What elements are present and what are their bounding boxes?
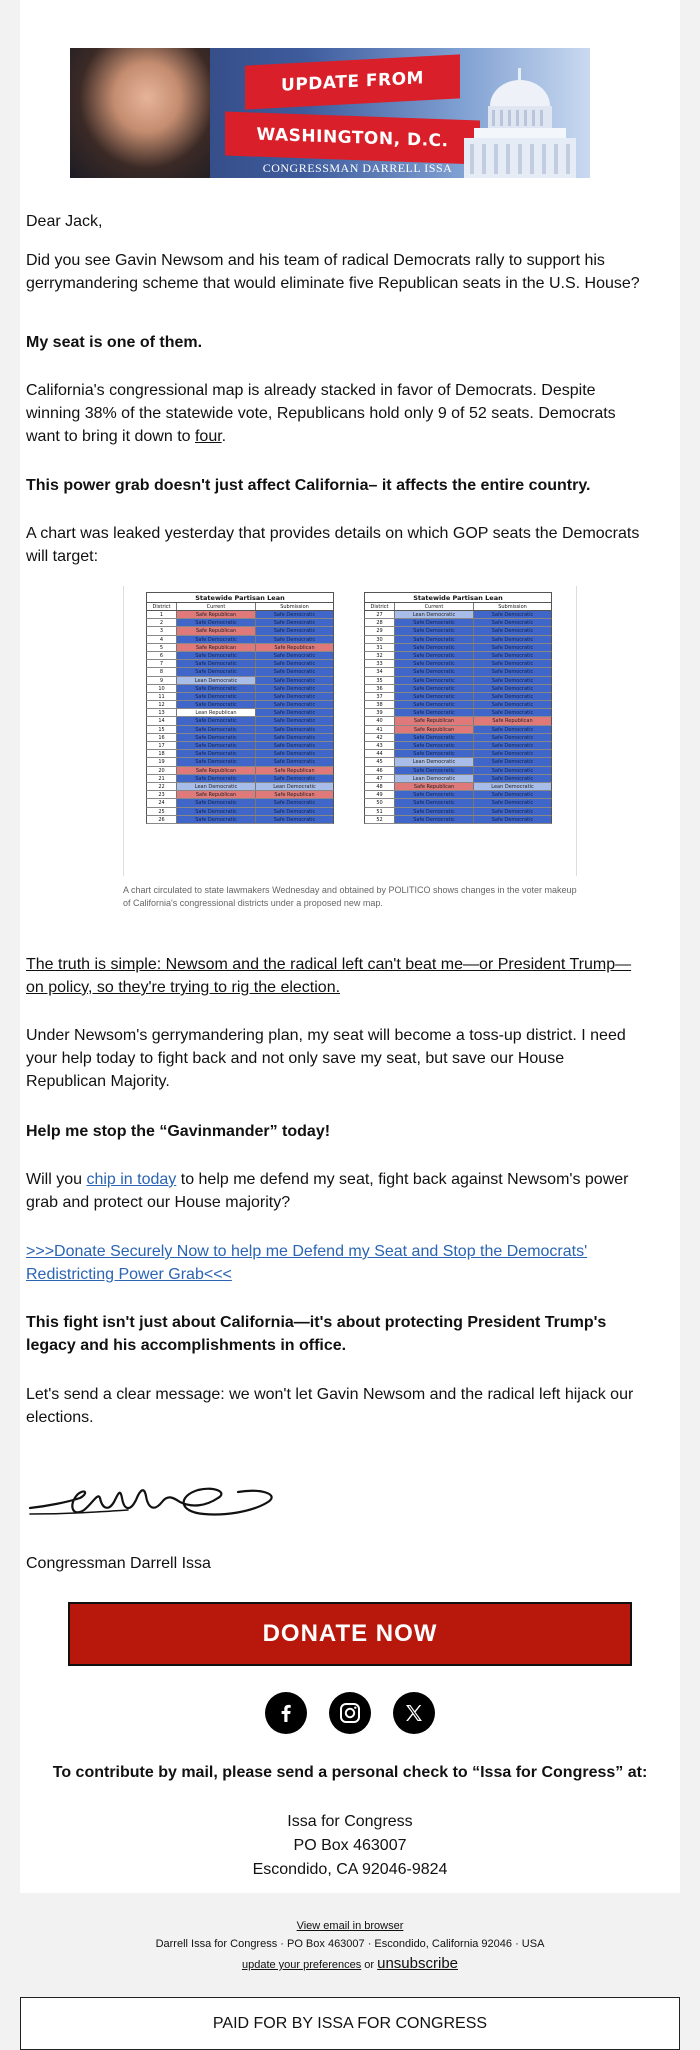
district-number: 3 [147,627,177,634]
district-number: 38 [365,701,395,708]
table-row [146,750,334,758]
current-lean-cell: Safe Democratic [395,677,474,684]
district-number: 48 [365,783,395,790]
district-number: 42 [365,734,395,741]
submission-lean-cell: Safe Democratic [256,758,333,765]
district-number: 5 [147,644,177,651]
table-row [146,808,334,816]
submission-lean-cell: Safe Democratic [256,611,333,618]
district-number: 8 [147,668,177,675]
submission-lean-cell: Safe Democratic [256,693,333,700]
submission-lean-cell: Safe Democratic [474,660,551,667]
district-number: 2 [147,619,177,626]
signature-image [28,1468,278,1534]
current-lean-cell: Lean Democratic [395,775,474,782]
current-lean-cell: Safe Democratic [177,652,256,659]
submission-lean-cell: Safe Democratic [474,742,551,749]
current-lean-cell: Safe Democratic [395,644,474,651]
table-row [146,693,334,701]
district-number: 39 [365,709,395,716]
footer-org-line: Darrell Issa for Congress · PO Box 463007 · Escondido, California 92046 · USA [155,1938,545,1950]
paragraph-7: Under Newsom's gerrymandering plan, my seat will become a toss-up district. I need your help today to fight back and not only save my seat, but save our House Republican Majority. [26,1027,626,1090]
current-lean-cell: Safe Democratic [395,627,474,634]
table-row [146,775,334,783]
district-number: 40 [365,717,395,724]
paragraph-10: This fight isn't just about California—it's about protecting President Trump's legacy and his accomplishments in office. [26,1314,607,1354]
table-row [364,816,552,824]
submission-lean-cell: Safe Republican [256,644,333,651]
table-row [146,652,334,660]
leaked-chart [123,586,577,876]
signature-name: Congressman Darrell Issa [26,1555,211,1572]
table-header: District Current Submission [146,602,334,611]
submission-lean-cell: Safe Democratic [256,816,333,823]
district-number: 22 [147,783,177,790]
table-row [364,668,552,676]
footer-preferences: update your preferences or unsubscribe [241,1955,459,1972]
table-row [146,644,334,652]
submission-lean-cell: Lean Democratic [474,783,551,790]
table-row [364,767,552,775]
instagram-icon [338,1701,362,1725]
submission-lean-cell: Safe Democratic [256,677,333,684]
view-in-browser-link[interactable]: View email in browser [296,1920,404,1932]
district-number: 25 [147,808,177,815]
current-lean-cell: Safe Democratic [177,685,256,692]
district-number: 11 [147,693,177,700]
district-number: 7 [147,660,177,667]
district-number: 32 [365,652,395,659]
district-number: 28 [365,619,395,626]
district-number: 49 [365,791,395,798]
paragraph-2: My seat is one of them. [26,334,203,351]
submission-lean-cell: Safe Democratic [474,677,551,684]
table-row [364,808,552,816]
district-number: 52 [365,816,395,823]
district-number: 41 [365,726,395,733]
submission-lean-cell: Safe Republican [256,791,333,798]
paragraph-11: Let's send a clear message: we won't let Gavin Newsom and the radical left hijack our elections. [26,1386,634,1426]
district-number: 31 [365,644,395,651]
current-lean-cell: Safe Democratic [177,660,256,667]
current-lean-cell: Safe Democratic [395,652,474,659]
table-row [146,619,334,627]
update-preferences-link[interactable]: update your preferences [241,1959,362,1971]
current-lean-cell: Safe Democratic [177,619,256,626]
submission-lean-cell: Safe Democratic [474,775,551,782]
submission-lean-cell: Safe Democratic [474,816,551,823]
submission-lean-cell: Safe Democratic [256,726,333,733]
paragraph-3: California's congressional map is already stacked in favor of Democrats. Despite winning 38% of the statewide vote, Republicans hold only 9 of 52 seats. Democrats want to bring it down to four. [26,382,616,445]
table-row [146,742,334,750]
district-number: 15 [147,726,177,733]
current-lean-cell: Safe Democratic [395,808,474,815]
paragraph-8: Help me stop the “Gavinmander” today! [26,1123,331,1140]
header-banner [70,48,590,178]
table-row [146,677,334,685]
table-title: Statewide Partisan Lean [364,592,552,602]
table-row [364,636,552,644]
table-row [146,636,334,644]
current-lean-cell: Safe Republican [177,627,256,634]
table-row [146,767,334,775]
table-row [146,758,334,766]
current-lean-cell: Safe Democratic [395,816,474,823]
submission-lean-cell: Safe Democratic [474,636,551,643]
submission-lean-cell: Safe Democratic [256,808,333,815]
table-row [146,685,334,693]
table-row [364,701,552,709]
district-number: 37 [365,693,395,700]
submission-lean-cell: Safe Democratic [474,685,551,692]
banner-subtitle: CONGRESSMAN DARRELL ISSA [262,161,453,175]
table-row [146,783,334,791]
current-lean-cell: Lean Democratic [395,611,474,618]
table-row [146,734,334,742]
table-row [364,775,552,783]
current-lean-cell: Safe Democratic [395,799,474,806]
current-lean-cell: Safe Republican [395,783,474,790]
current-lean-cell: Safe Democratic [395,750,474,757]
submission-lean-cell: Safe Democratic [256,734,333,741]
table-row [146,660,334,668]
current-lean-cell: Safe Democratic [177,734,256,741]
district-table-left [146,592,334,824]
submission-lean-cell: Safe Democratic [474,644,551,651]
district-number: 29 [365,627,395,634]
district-number: 21 [147,775,177,782]
district-number: 9 [147,677,177,684]
current-lean-cell: Safe Democratic [177,636,256,643]
donate-securely-link[interactable]: >>>Donate Securely Now to help me Defend my Seat and Stop the Democrats' Redistricting Power Grab<<< [26,1243,588,1283]
submission-lean-cell: Safe Democratic [474,709,551,716]
district-number: 20 [147,767,177,774]
district-number: 6 [147,652,177,659]
table-row [146,726,334,734]
current-lean-cell: Safe Democratic [177,775,256,782]
submission-lean-cell: Safe Democratic [256,799,333,806]
submission-lean-cell: Safe Democratic [474,693,551,700]
district-number: 50 [365,799,395,806]
submission-lean-cell: Safe Democratic [256,636,333,643]
submission-lean-cell: Safe Democratic [256,750,333,757]
current-lean-cell: Safe Republican [395,726,474,733]
table-row [146,717,334,725]
table-row [364,742,552,750]
district-number: 43 [365,742,395,749]
district-number: 46 [365,767,395,774]
table-header: District Current Submission [364,602,552,611]
table-row [364,734,552,742]
facebook-icon [275,1702,297,1724]
table-row [146,627,334,635]
x-twitter-link[interactable] [393,1692,435,1734]
current-lean-cell: Safe Democratic [395,636,474,643]
current-lean-cell: Safe Democratic [395,660,474,667]
current-lean-cell: Safe Democratic [177,726,256,733]
current-lean-cell: Safe Democratic [177,742,256,749]
submission-lean-cell: Safe Democratic [474,627,551,634]
table-row [364,726,552,734]
district-number: 30 [365,636,395,643]
greeting: Dear Jack, [26,213,103,230]
current-lean-cell: Safe Democratic [177,693,256,700]
current-lean-cell: Lean Democratic [177,677,256,684]
district-number: 13 [147,709,177,716]
submission-lean-cell: Safe Democratic [256,627,333,634]
facebook-link[interactable] [265,1692,307,1734]
submission-lean-cell: Safe Democratic [256,660,333,667]
paid-for-disclaimer: PAID FOR BY ISSA FOR CONGRESS [20,1997,680,2050]
current-lean-cell: Safe Democratic [395,709,474,716]
table-row [364,709,552,717]
x-icon [404,1703,424,1723]
current-lean-cell: Safe Republican [177,644,256,651]
table-row [146,701,334,709]
district-number: 36 [365,685,395,692]
submission-lean-cell: Safe Democratic [256,709,333,716]
submission-lean-cell: Safe Democratic [474,652,551,659]
submission-lean-cell: Safe Democratic [474,701,551,708]
district-number: 27 [365,611,395,618]
district-number: 35 [365,677,395,684]
current-lean-cell: Safe Democratic [177,701,256,708]
mailing-address: Issa for Congress PO Box 463007 Escondido, CA 92046-9824 [252,1813,448,1878]
table-title: Statewide Partisan Lean [146,592,334,602]
table-row [364,750,552,758]
current-lean-cell: Safe Democratic [395,734,474,741]
current-lean-cell: Safe Democratic [395,742,474,749]
current-lean-cell: Safe Republican [395,717,474,724]
district-number: 17 [147,742,177,749]
district-table-right [364,592,552,824]
submission-lean-cell: Safe Democratic [474,619,551,626]
table-row [146,799,334,807]
table-row [364,660,552,668]
current-lean-cell: Lean Republican [177,709,256,716]
district-number: 12 [147,701,177,708]
table-row [364,644,552,652]
current-lean-cell: Safe Republican [177,767,256,774]
submission-lean-cell: Safe Democratic [256,775,333,782]
submission-lean-cell: Safe Democratic [256,742,333,749]
submission-lean-cell: Safe Democratic [474,808,551,815]
current-lean-cell: Safe Democratic [177,808,256,815]
district-number: 24 [147,799,177,806]
table-row [364,791,552,799]
table-row [146,668,334,676]
district-number: 23 [147,791,177,798]
submission-lean-cell: Safe Democratic [256,701,333,708]
table-row [364,717,552,725]
donate-now-button[interactable]: DONATE NOW [68,1602,632,1666]
district-number: 10 [147,685,177,692]
table-row [146,791,334,799]
district-number: 16 [147,734,177,741]
paragraph-6: The truth is simple: Newsom and the radical left can't beat me—or President Trump—on policy, so they're trying to rig the election. [26,956,632,996]
table-row [146,816,334,824]
table-row [364,693,552,701]
unsubscribe-link[interactable]: unsubscribe [377,1955,459,1972]
chart-caption: A chart circulated to state lawmakers Wednesday and obtained by POLITICO shows changes in the voter makeup of California's congressional districts under a proposed new map. [123,885,577,908]
banner-ribbon-bottom: WASHINGTON, D.C. [225,112,480,165]
table-row [364,783,552,791]
table-row [364,619,552,627]
table-row [364,799,552,807]
district-number: 26 [147,816,177,823]
district-number: 18 [147,750,177,757]
current-lean-cell: Safe Democratic [177,758,256,765]
district-number: 44 [365,750,395,757]
submission-lean-cell: Safe Democratic [474,734,551,741]
submission-lean-cell: Safe Democratic [474,799,551,806]
district-number: 47 [365,775,395,782]
current-lean-cell: Safe Democratic [395,767,474,774]
current-lean-cell: Safe Democratic [395,701,474,708]
submission-lean-cell: Safe Democratic [474,726,551,733]
chip-in-link[interactable]: chip in today [86,1171,177,1188]
current-lean-cell: Safe Democratic [395,693,474,700]
current-lean-cell: Safe Republican [177,611,256,618]
district-number: 14 [147,717,177,724]
district-number: 1 [147,611,177,618]
paragraph-4: This power grab doesn't just affect California– it affects the entire country. [26,477,591,494]
paragraph-5: A chart was leaked yesterday that provides details on which GOP seats the Democrats will target: [26,525,640,565]
district-number: 51 [365,808,395,815]
current-lean-cell: Safe Democratic [395,668,474,675]
paragraph-9: Will you chip in today to help me defend my seat, fight back against Newsom's power grab and protect our House majority? [26,1171,629,1211]
table-row [364,758,552,766]
table-row [364,611,552,619]
current-lean-cell: Lean Democratic [395,758,474,765]
submission-lean-cell: Safe Democratic [256,668,333,675]
table-row [364,685,552,693]
four-link[interactable]: four [194,428,222,445]
submission-lean-cell: Safe Democratic [474,611,551,618]
banner-ribbon-top: UPDATE FROM [245,54,460,109]
submission-lean-cell: Safe Democratic [256,619,333,626]
current-lean-cell: Safe Republican [177,791,256,798]
district-number: 45 [365,758,395,765]
table-row [364,652,552,660]
district-number: 33 [365,660,395,667]
submission-lean-cell: Lean Democratic [256,783,333,790]
current-lean-cell: Safe Democratic [395,619,474,626]
submission-lean-cell: Safe Democratic [474,668,551,675]
district-number: 34 [365,668,395,675]
submission-lean-cell: Safe Democratic [256,685,333,692]
current-lean-cell: Safe Democratic [177,816,256,823]
submission-lean-cell: Safe Democratic [256,717,333,724]
current-lean-cell: Safe Democratic [177,750,256,757]
submission-lean-cell: Safe Democratic [474,758,551,765]
submission-lean-cell: Safe Republican [474,717,551,724]
current-lean-cell: Safe Democratic [177,717,256,724]
current-lean-cell: Safe Democratic [177,668,256,675]
table-row [146,709,334,717]
submission-lean-cell: Safe Democratic [256,652,333,659]
mail-contribution-heading: To contribute by mail, please send a personal check to “Issa for Congress” at: [52,1764,648,1781]
table-row [146,611,334,619]
district-number: 19 [147,758,177,765]
submission-lean-cell: Safe Democratic [474,767,551,774]
table-row [364,677,552,685]
capitol-dome-icon [460,68,580,178]
submission-lean-cell: Safe Republican [256,767,333,774]
current-lean-cell: Safe Democratic [177,799,256,806]
table-row [364,627,552,635]
current-lean-cell: Lean Democratic [177,783,256,790]
district-number: 4 [147,636,177,643]
congressman-photo [70,48,210,178]
current-lean-cell: Safe Democratic [395,791,474,798]
current-lean-cell: Safe Democratic [395,685,474,692]
submission-lean-cell: Safe Democratic [474,791,551,798]
instagram-link[interactable] [329,1692,371,1734]
submission-lean-cell: Safe Democratic [474,750,551,757]
paragraph-1: Did you see Gavin Newsom and his team of radical Democrats rally to support his gerrymandering scheme that would eliminate five Republican seats in the U.S. House? [26,252,640,292]
